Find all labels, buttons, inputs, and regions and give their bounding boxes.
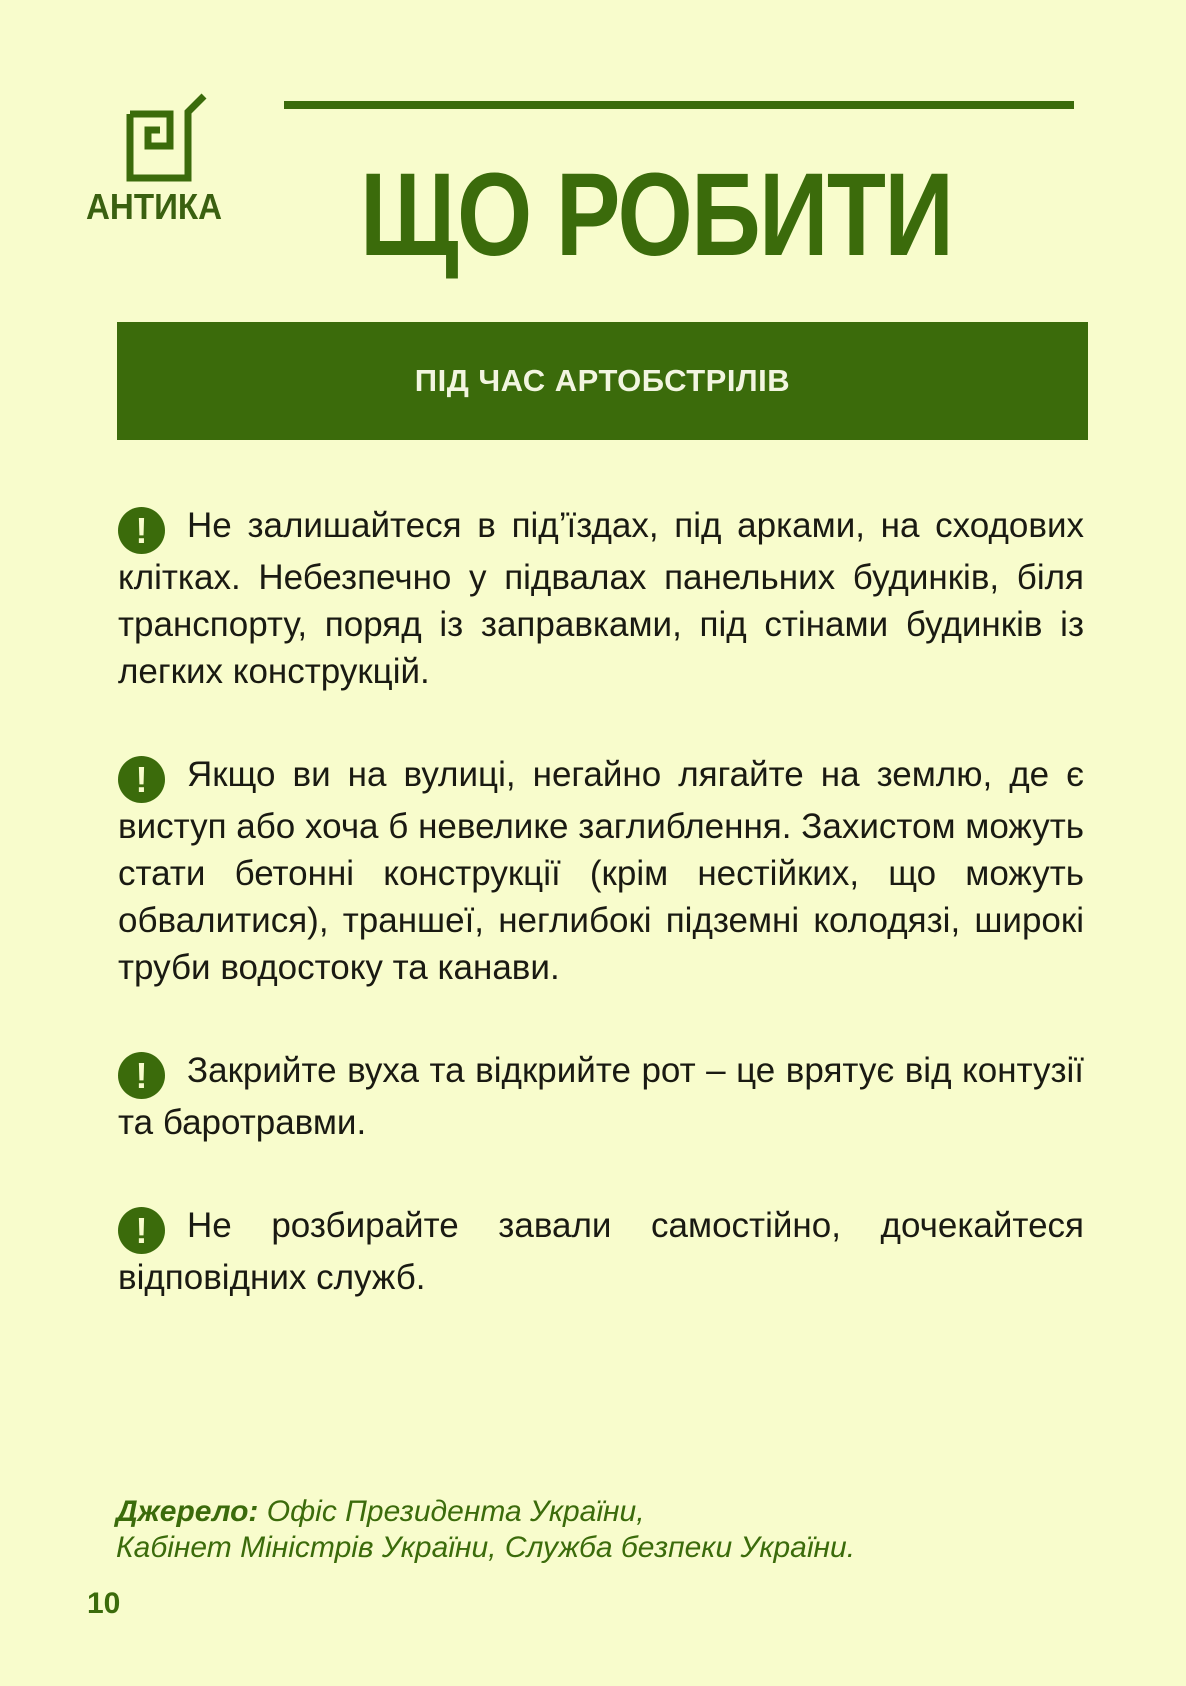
instruction-text: Якщо ви на вулиці, негайно лягайте на землю, де є виступ або хоча б невелике заглиблення. Захистом можуть стати бетонні конструкції (крім нестійких, що можуть обвалитися), траншеї, неглибокі підземні колодязі, широкі труби водостоку та канави. — [118, 755, 1084, 987]
source-note — [116, 1494, 1016, 1566]
publisher-logo — [86, 92, 236, 232]
source-line-2: Кабінет Міністрів України, Служба безпеки України. — [116, 1531, 856, 1564]
source-label: Джерело: — [116, 1495, 259, 1528]
logo-text: АНТИКА — [86, 186, 223, 227]
instruction-text: Не залишайтеся в під’їздах, під арками, на сходових клітках. Небезпечно у підвалах панельних будинків, біля транспорту, поряд із заправками, під стінами будинків із легких конструкцій. — [118, 506, 1084, 691]
exclamation-icon: ! — [118, 756, 165, 803]
section-banner-label: ПІД ЧАС АРТОБСТРІЛІВ — [414, 363, 791, 398]
source-line-1: Офіс Президента України, — [266, 1495, 645, 1528]
instruction-item — [118, 1202, 1084, 1301]
exclamation-icon: ! — [118, 1052, 165, 1099]
page-title: ЩО РОБИТИ — [360, 149, 953, 281]
instructions-list — [118, 502, 1084, 1301]
page-number: 10 — [87, 1587, 121, 1620]
header-rule — [284, 101, 1074, 109]
instruction-text: Не розбирайте завали самостійно, дочекайтеся відповідних служб. — [118, 1206, 1084, 1297]
instruction-item — [118, 751, 1084, 991]
section-banner — [117, 322, 1088, 440]
instruction-item — [118, 1047, 1084, 1146]
instruction-item — [118, 502, 1084, 695]
exclamation-icon: ! — [118, 507, 165, 554]
instruction-text: Закрийте вуха та відкрийте рот – це врятує від контузії та баротравми. — [118, 1051, 1084, 1142]
exclamation-icon: ! — [118, 1207, 165, 1254]
logo-meander-icon — [124, 92, 208, 184]
